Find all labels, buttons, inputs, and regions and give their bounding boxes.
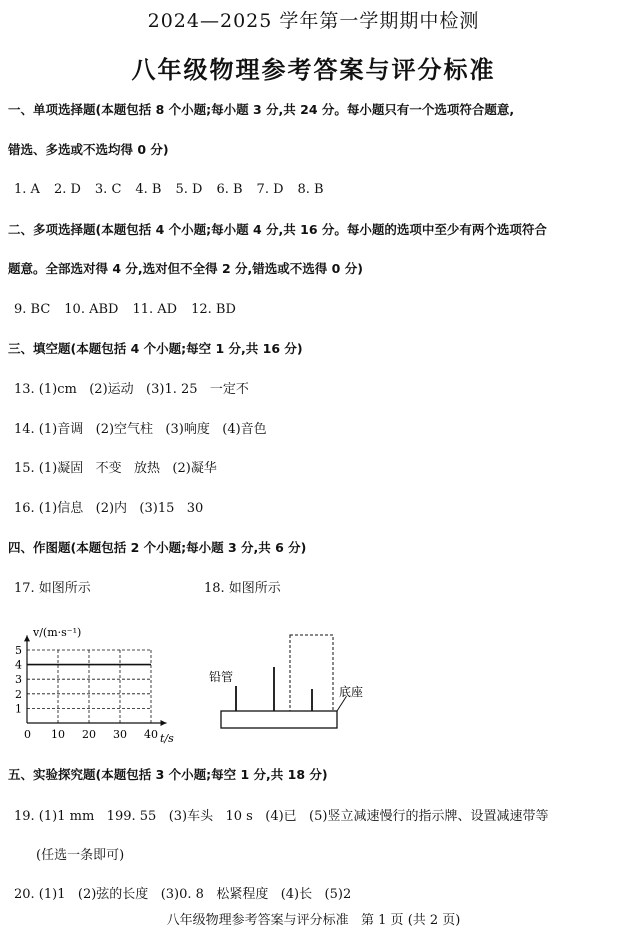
answer-6: 6. B (216, 182, 243, 197)
answer-3: 3. C (94, 182, 122, 197)
answer-19: 19. (1)1 mm 199. 55 (3)车头 10 s (4)已 (5)竖立减速慢行的指示牌、设置减速带等 (14, 809, 549, 824)
graph-x-axis-label: t/s (160, 732, 174, 745)
answer-19-cont: (任选一条即可) (36, 848, 125, 863)
answer-13: 13. (1)cm (2)运动 (3)1. 25 一定不 (14, 382, 249, 397)
exam-header: 2024—2025 学年第一学期期中检测 (147, 10, 480, 32)
answer-9: 9. BC (14, 302, 51, 317)
y-tick-label: 3 (15, 673, 22, 687)
answer-14: 14. (1)音调 (2)空气柱 (3)响度 (4)音色 (14, 422, 267, 437)
y-axis-arrow (24, 635, 30, 641)
answer-8: 8. B (297, 182, 324, 197)
answer-5: 5. D (175, 182, 203, 197)
y-tick-label: 2 (15, 687, 22, 701)
answer-1: 1. A (14, 182, 40, 197)
x-tick-label: 40 (144, 728, 158, 741)
answer-20: 20. (1)1 (2)弦的长度 (3)0. 8 松紧程度 (4)长 (5)2 (14, 887, 352, 902)
section2-heading-cont: 题意。全部选对得 4 分,选对但不全得 2 分,错选或不选得 0 分) (8, 261, 363, 276)
graph-y-axis-label: v/(m·s⁻¹) (33, 626, 82, 639)
section1-heading-cont: 错选、多选或不选均得 0 分) (8, 142, 169, 157)
x-tick-label: 10 (51, 728, 65, 741)
answer-2: 2. D (53, 182, 81, 197)
page-title: 八年级物理参考答案与评分标准 (131, 56, 496, 84)
x-tick-label: 30 (113, 728, 127, 741)
figure-18-diagram (205, 625, 385, 735)
label-lead-tube: 铅管 (209, 670, 234, 684)
velocity-time-graph (10, 618, 200, 748)
answer-18-label: 18. 如图所示 (204, 581, 281, 596)
x-tick-label: 0 (24, 728, 31, 741)
section2-heading: 二、多项选择题(本题包括 4 个小题;每小题 4 分,共 16 分。每小题的选项中至少有两个选项符合 (8, 222, 547, 237)
answer-15: 15. (1)凝固 不变 放热 (2)凝华 (14, 461, 217, 476)
section1-heading: 一、单项选择题(本题包括 8 个小题;每小题 3 分,共 24 分。每小题只有一个选项符合题意, (8, 102, 515, 117)
page-footer: 八年级物理参考答案与评分标准 第 1 页 (共 2 页) (166, 913, 461, 928)
section5-heading: 五、实验探究题(本题包括 3 个小题;每空 1 分,共 18 分) (8, 767, 328, 782)
label-leader-right (337, 697, 346, 711)
y-tick-label: 5 (15, 644, 22, 657)
answer-17-label: 17. 如图所示 (14, 581, 91, 596)
answer-12: 12. BD (191, 302, 236, 317)
answer-4: 4. B (135, 182, 162, 197)
section4-heading: 四、作图题(本题包括 2 个小题;每小题 3 分,共 6 分) (8, 540, 307, 555)
answer-7: 7. D (256, 182, 284, 197)
section2-answers (14, 303, 250, 316)
answer-11: 11. AD (132, 302, 178, 317)
answer-10: 10. ABD (64, 302, 119, 317)
label-base: 底座 (339, 685, 364, 699)
x-axis-arrow (161, 720, 167, 726)
section1-answers (14, 183, 338, 196)
y-tick-label: 1 (15, 702, 22, 716)
section3-heading: 三、填空题(本题包括 4 个小题;每空 1 分,共 16 分) (8, 341, 303, 356)
base-block (221, 711, 337, 728)
y-tick-label: 4 (15, 658, 22, 672)
x-tick-label: 20 (82, 728, 96, 741)
answer-16: 16. (1)信息 (2)内 (3)15 30 (14, 501, 204, 516)
